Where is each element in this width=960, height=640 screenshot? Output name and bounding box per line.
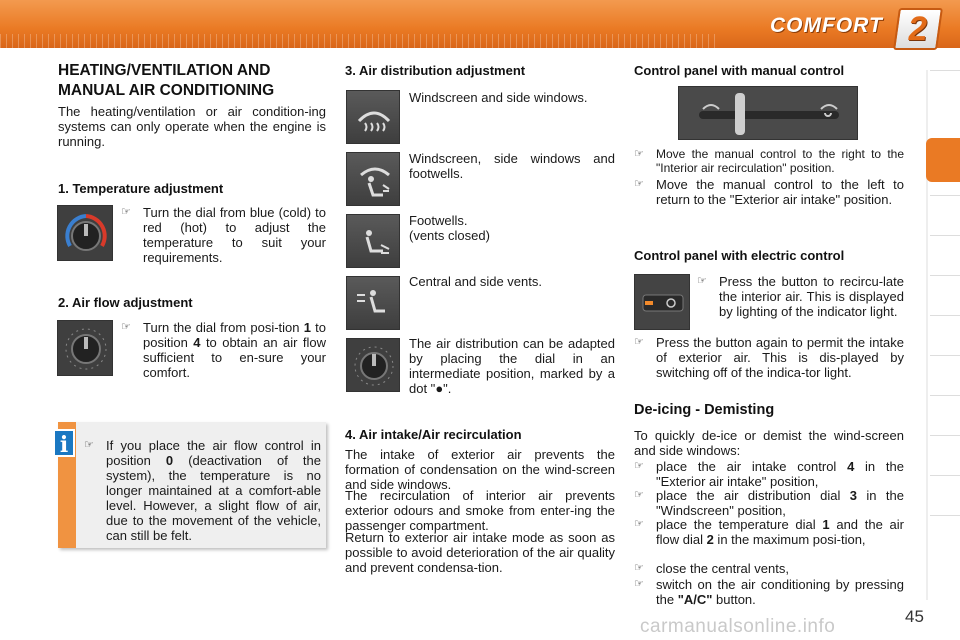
pointing-hand-icon: ☞ <box>634 148 644 160</box>
pointing-hand-icon: ☞ <box>634 562 644 574</box>
pointing-hand-icon: ☞ <box>634 336 644 348</box>
recirculation-button-image <box>634 274 690 330</box>
manual-control-heading: Control panel with manual control <box>634 63 845 78</box>
windscreen-footwell-icon <box>346 152 400 206</box>
airflow-text-b: to position <box>143 320 326 350</box>
temperature-instruction <box>121 205 326 265</box>
electric-instruction-2 <box>634 335 904 380</box>
distribution-option-5 <box>409 336 615 396</box>
intake-paragraph-2: The recirculation of interior air prevents exterior odours and smoke from enter-ing the passenger compartment. <box>345 488 615 533</box>
defrost-step-1-text <box>656 459 904 489</box>
airflow-instruction <box>121 320 326 380</box>
chapter-tab[interactable] <box>930 515 960 553</box>
intake-heading: 4. Air intake/Air recirculation <box>345 427 522 442</box>
section-title: COMFORT <box>770 14 883 37</box>
airflow-dial-image <box>57 320 113 376</box>
defrost-step-2-a: place the air distribution dial <box>656 488 850 503</box>
pointing-hand-icon: ☞ <box>84 439 94 451</box>
chapter-tab[interactable] <box>930 355 960 393</box>
intro-text: The heating/ventilation or air condition-ing systems can only operate when the engine is running. <box>58 104 326 149</box>
info-text-b: (deactivation of the system), the temperature is no longer maintained at a comfort-able level. However, a slight flow of air, due to the movement of the vehicle, can still be felt. <box>106 453 321 543</box>
chapter-tab[interactable] <box>930 235 960 273</box>
chapter-tab[interactable] <box>930 475 960 513</box>
watermark: carmanualsonline.info <box>640 616 836 637</box>
defrost-step-4-text: close the central vents, <box>656 561 789 576</box>
defrost-step-4 <box>634 561 904 576</box>
manual-instruction-1 <box>634 147 904 175</box>
info-icon: i <box>53 429 75 457</box>
pointing-hand-icon: ☞ <box>634 578 644 590</box>
chapter-tab[interactable] <box>930 70 960 108</box>
distribution-option-3-line1: Footwells. <box>409 213 468 228</box>
airflow-text-c: to obtain an air flow sufficient to en-sure your comfort. <box>143 335 326 380</box>
distribution-option-5-b: ". <box>443 381 452 396</box>
page-title-line1: HEATING/VENTILATION AND <box>58 62 271 79</box>
defrost-intro: To quickly de-ice or demist the wind-screen and side windows: <box>634 428 904 458</box>
defrost-step-1 <box>634 459 904 489</box>
windscreen-icon <box>346 90 400 144</box>
airflow-position-1: 1 <box>303 320 311 335</box>
electric-control-heading: Control panel with electric control <box>634 248 845 263</box>
defrost-step-3-c: in the maximum posi-tion, <box>713 532 866 547</box>
central-vents-icon <box>346 276 400 330</box>
intermediate-dot: ● <box>435 381 444 396</box>
manual-control-image <box>678 86 858 140</box>
airflow-text <box>143 320 326 380</box>
defrost-step-5-text <box>656 577 904 607</box>
distribution-option-2: Windscreen, side windows and footwells. <box>409 151 615 181</box>
info-text-a: If you place the air flow control in position <box>106 438 321 468</box>
ac-button-label: "A/C" <box>677 592 713 607</box>
airflow-position-4: 4 <box>193 335 201 350</box>
pointing-hand-icon: ☞ <box>634 460 644 472</box>
manual-instruction-2-text: Move the manual control to the left to return to the "Exterior air intake" position. <box>656 177 904 207</box>
defrost-step-5-b: button. <box>712 592 756 607</box>
pointing-hand-icon: ☞ <box>697 275 707 287</box>
chapter-tab-active[interactable] <box>926 138 960 182</box>
defrost-step-3 <box>634 517 904 547</box>
info-text <box>106 438 321 543</box>
distribution-dial-image <box>346 338 400 392</box>
temperature-dial-image <box>57 205 113 261</box>
defrost-step-2-b: in the "Windscreen" position, <box>656 488 904 518</box>
electric-instruction-2-text: Press the button again to permit the intake of exterior air. This is dis-played by switching off of the indica-tor light. <box>656 335 904 380</box>
pointing-hand-icon: ☞ <box>634 178 644 190</box>
defrost-step-1-a: place the air intake control <box>656 459 848 474</box>
footwell-icon <box>346 214 400 268</box>
distribution-option-3-line2: (vents closed) <box>409 228 490 243</box>
defrost-step-1-b: in the "Exterior air intake" position, <box>656 459 904 489</box>
pointing-hand-icon: ☞ <box>121 321 131 333</box>
chapter-tab[interactable] <box>930 195 960 233</box>
distribution-option-3 <box>409 213 615 243</box>
page-title <box>58 61 328 101</box>
defrost-step-2 <box>634 488 904 518</box>
distribution-heading: 3. Air distribution adjustment <box>345 63 526 78</box>
pointing-hand-icon: ☞ <box>634 518 644 530</box>
chapter-tab[interactable] <box>930 315 960 353</box>
defrost-heading: De-icing - Demisting <box>634 402 775 418</box>
defrost-step-3-a: place the temperature dial <box>656 517 823 532</box>
info-note <box>84 438 321 543</box>
defrost-step-3-b: and the air flow dial <box>656 517 904 547</box>
distribution-option-4: Central and side vents. <box>409 274 542 289</box>
defrost-step-3-num: 1 <box>822 517 830 532</box>
intake-paragraph-3: Return to exterior air intake mode as soon as possible to avoid deterioration of the air quality and prevent condensa-tion. <box>345 530 615 575</box>
info-position-0: 0 <box>165 453 174 468</box>
defrost-step-1-num: 4 <box>847 459 855 474</box>
page-title-line2: MANUAL AIR CONDITIONING <box>58 82 275 99</box>
defrost-step-5-a: switch on the air conditioning by pressing the <box>656 577 904 607</box>
defrost-step-2-text <box>656 488 904 518</box>
chapter-tabs <box>926 70 960 610</box>
electric-instruction-1 <box>697 274 904 319</box>
chapter-tab[interactable] <box>930 435 960 473</box>
defrost-step-5 <box>634 577 904 607</box>
distribution-option-5-a: The air distribution can be adapted by placing the dial in an intermediate position, marked by a dot " <box>409 336 615 396</box>
manual-instruction-1-text: Move the manual control to the right to the "Interior air recirculation" position. <box>656 147 904 175</box>
airflow-heading: 2. Air flow adjustment <box>58 295 193 310</box>
airflow-text-a: Turn the dial from posi-tion <box>143 320 304 335</box>
chapter-tab[interactable] <box>930 275 960 313</box>
temperature-heading: 1. Temperature adjustment <box>58 181 224 196</box>
distribution-option-1: Windscreen and side windows. <box>409 90 588 105</box>
defrost-step-2-num: 3 <box>849 488 857 503</box>
pointing-hand-icon: ☞ <box>121 206 131 218</box>
chapter-tab[interactable] <box>930 395 960 433</box>
chapter-number: 2 <box>893 8 943 50</box>
header-stripes <box>0 34 720 48</box>
pointing-hand-icon: ☞ <box>634 489 644 501</box>
intake-paragraph-1: The intake of exterior air prevents the formation of condensation on the wind-screen and side windows. <box>345 447 615 492</box>
defrost-step-3-num2: 2 <box>706 532 714 547</box>
temperature-text: Turn the dial from blue (cold) to red (hot) to adjust the temperature to suit your requirements. <box>143 205 326 265</box>
defrost-step-3-text <box>656 517 904 547</box>
manual-instruction-2 <box>634 177 904 207</box>
electric-instruction-1-text: Press the button to recircu-late the interior air. This is displayed by lighting of the indicator light. <box>719 274 904 319</box>
page-number: 45 <box>905 607 924 626</box>
